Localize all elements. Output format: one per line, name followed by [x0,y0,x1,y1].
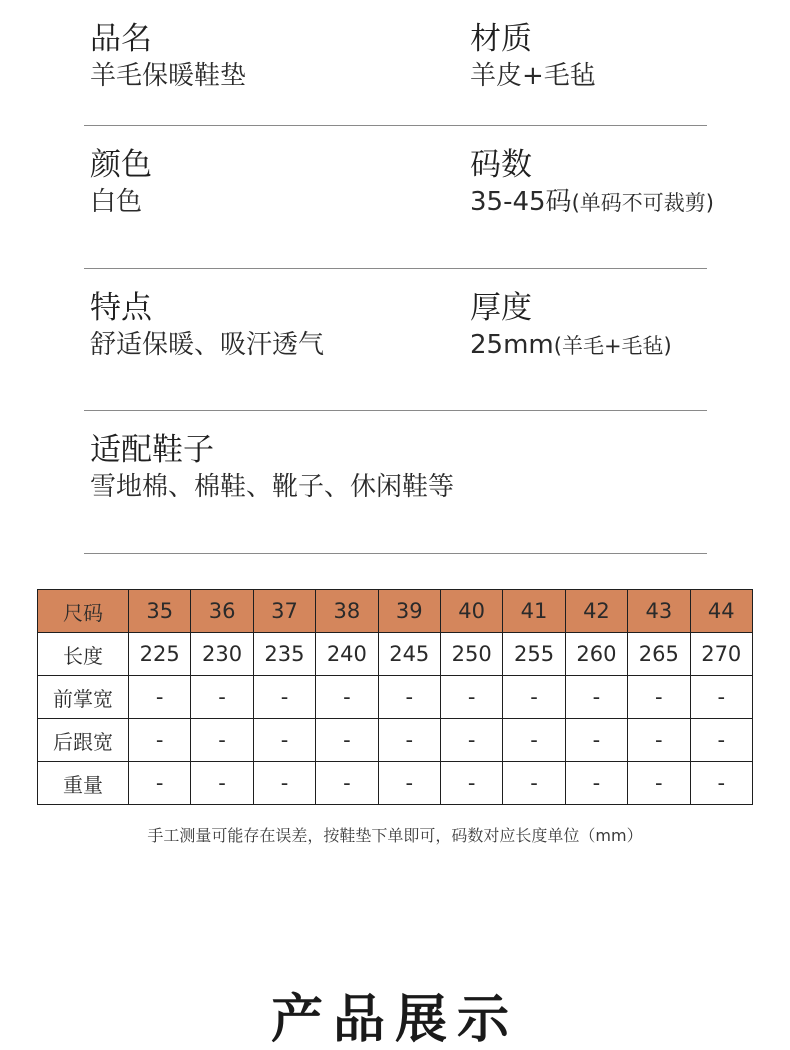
spec-size-range [470,146,714,221]
table-cell: - [628,762,690,805]
table-cell: - [378,762,440,805]
size-chart-row-forefoot-width [38,676,753,719]
spec-product-name [90,20,246,94]
size-header-cell: 43 [628,590,690,633]
table-cell: - [316,719,378,762]
table-cell: 265 [628,633,690,676]
size-header-cell: 42 [565,590,627,633]
table-cell: - [690,762,752,805]
table-cell: - [565,762,627,805]
size-chart-row-weight [38,762,753,805]
table-cell: 255 [503,633,565,676]
spec-value [470,327,672,364]
row-label: 前掌宽 [38,676,129,719]
table-cell: - [440,719,502,762]
table-cell: - [378,676,440,719]
table-cell: - [129,676,191,719]
table-cell: - [191,719,253,762]
spec-value: 舒适保暖、吸汗透气 [90,330,325,360]
row-label: 后跟宽 [38,719,129,762]
table-cell: - [253,762,315,805]
table-cell: 225 [129,633,191,676]
size-chart-row-heel-width [38,719,753,762]
table-cell: 240 [316,633,378,676]
spec-label: 适配鞋子 [90,432,214,468]
spec-row-2 [84,126,714,269]
spec-color [90,146,152,220]
spec-value: 羊皮+毛毡 [470,61,596,91]
table-cell: 270 [690,633,752,676]
size-header-cell: 41 [503,590,565,633]
table-cell: - [191,676,253,719]
row-label: 重量 [38,762,129,805]
table-cell: - [690,676,752,719]
table-cell: - [503,676,565,719]
table-cell: 245 [378,633,440,676]
size-header-cell: 40 [440,590,502,633]
spec-row-3 [84,269,707,411]
table-cell: 235 [253,633,315,676]
table-cell: - [191,762,253,805]
table-cell: - [503,762,565,805]
size-header-cell: 44 [690,590,752,633]
table-cell: - [129,762,191,805]
spec-row-1 [84,0,707,126]
spec-label: 厚度 [470,290,532,326]
table-cell: - [378,719,440,762]
spec-compatible-shoes [90,431,454,505]
measurement-note: 手工测量可能存在误差，按鞋垫下单即可，码数对应长度单位（mm） [147,826,643,845]
spec-value-note: (羊毛+毛毡) [553,334,672,358]
size-header-cell: 37 [253,590,315,633]
table-cell: - [565,676,627,719]
size-chart-header-label: 尺码 [38,590,129,633]
spec-thickness [470,289,672,364]
spec-label: 特点 [90,290,152,326]
size-header-cell: 35 [129,590,191,633]
size-chart-table [37,589,753,805]
size-chart-row-length [38,633,753,676]
size-header-cell: 36 [191,590,253,633]
section-title: 产品展示 [270,990,519,1050]
spec-material [470,20,596,94]
table-cell: - [253,676,315,719]
table-cell: - [253,719,315,762]
size-header-cell: 39 [378,590,440,633]
spec-value [470,184,714,221]
spec-value: 白色 [90,187,143,217]
row-label: 长度 [38,633,129,676]
spec-label: 码数 [470,147,532,183]
table-cell: - [316,762,378,805]
spec-value-main: 35-45码 [470,187,572,217]
spec-row-4 [84,411,707,554]
spec-value: 羊毛保暖鞋垫 [90,61,247,91]
spec-value-main: 25mm [470,330,554,360]
spec-label: 材质 [470,21,532,57]
spec-features [90,289,324,363]
table-cell: - [628,676,690,719]
spec-label: 品名 [90,21,152,57]
table-cell: - [503,719,565,762]
table-cell: 250 [440,633,502,676]
table-cell: - [690,719,752,762]
spec-value: 雪地棉、棉鞋、靴子、休闲鞋等 [90,472,455,502]
table-cell: - [628,719,690,762]
spec-value-note: (单码不可裁剪) [571,191,714,215]
table-cell: - [440,762,502,805]
spec-list [84,0,714,554]
table-cell: - [129,719,191,762]
size-chart-header-row [38,590,753,633]
table-cell: - [316,676,378,719]
table-cell: - [565,719,627,762]
table-cell: 260 [565,633,627,676]
spec-label: 颜色 [90,147,152,183]
size-header-cell: 38 [316,590,378,633]
table-cell: - [440,676,502,719]
table-cell: 230 [191,633,253,676]
